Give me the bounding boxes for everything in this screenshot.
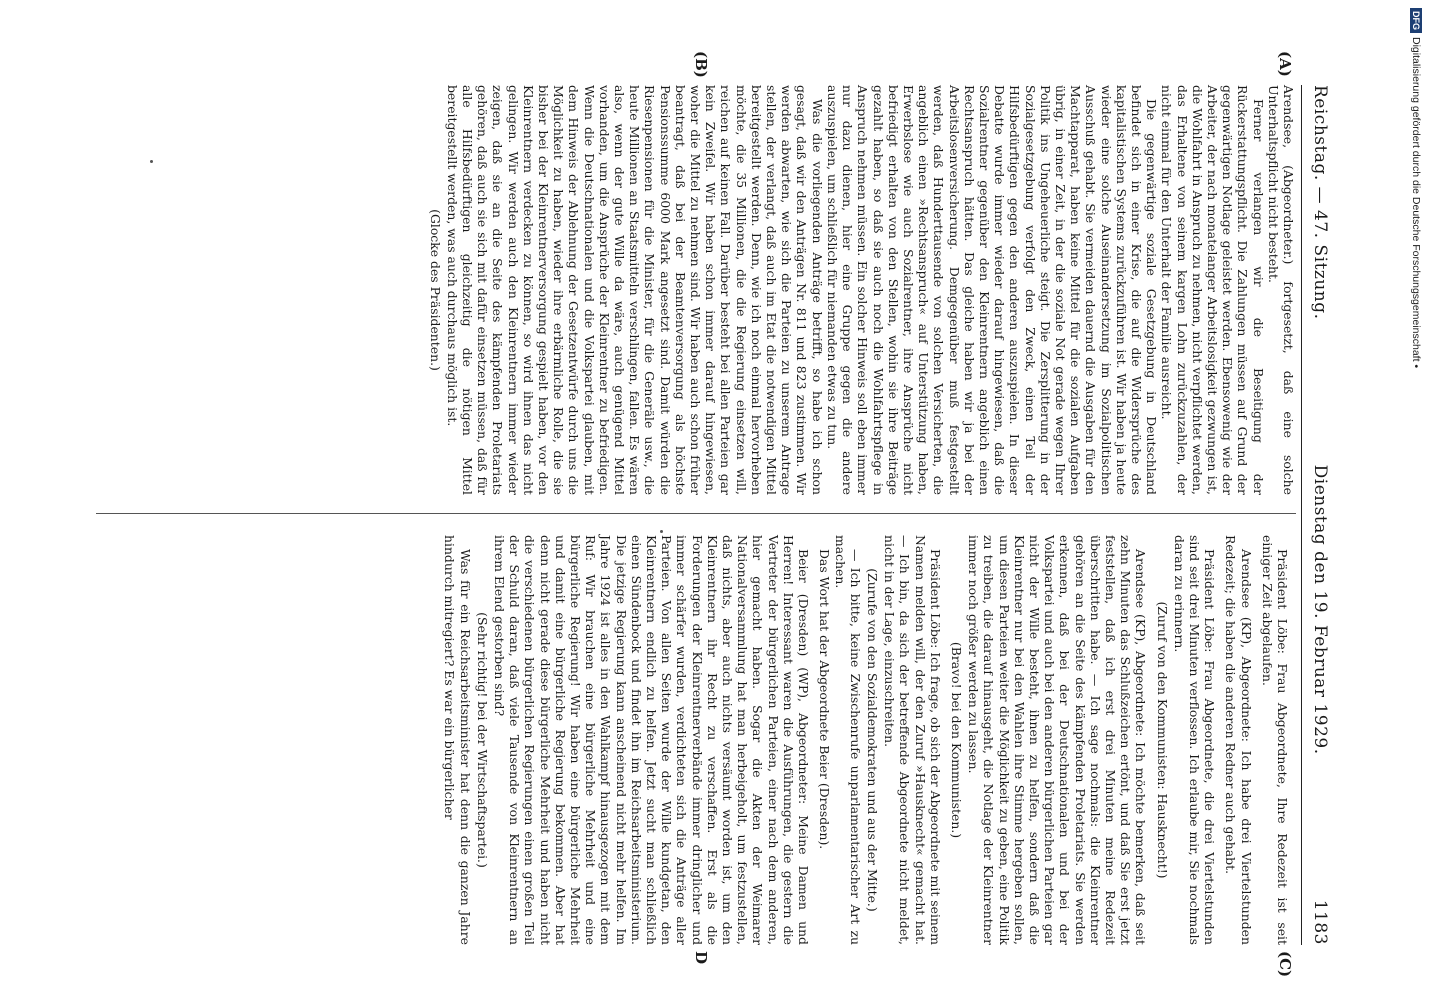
stage-direction: (Sehr richtig! bei der Wirtschaftspartei.) <box>474 612 490 868</box>
page-number: 1183 <box>1310 899 1330 945</box>
margin-mark-a: (A) <box>1276 51 1294 77</box>
stage-direction: (Zuruf von den Kommunisten: Hausknecht!) <box>1154 601 1170 879</box>
scan-speck <box>660 530 663 533</box>
paragraph: Präsident Löbe: Ich frage, ob sich der Abgeordnete mit seinem Namen melden will, der den Zuruf »Hausknecht« gemacht hat. — Ich bin, da sich der betreffende Abgeordnete nicht meldet, nicht in der Lage, einzuschreiten. <box>882 535 943 945</box>
scan-speck <box>150 160 153 163</box>
running-header <box>1301 85 1330 945</box>
paragraph: Die gegenwärtige soziale Gesetzgebung in Deutschland befindet sich in einer Krise, die auf die Widersprüche des kapitalistischen Systems zurückzuführen ist. Wir haben ja heute wieder eine solche Auseinandersetzung im Sozialpolitischen Ausschuß gehabt. Sie vermeiden dauernd die Ausgaben für den Machtapparat, haben keine Mittel für die sozialen Aufgaben übrig, in einer Zeit, in der die soziale Not gerade wegen Ihrer Politik ins Ungeheuerliche steigt. Die Zersplitterung in der Sozialgesetzgebung verfolgt den Zweck, einen Teil der Hilfsbedürftigen gegen den anderen auszuspielen. In dieser Debatte wurde immer wieder darauf hingewiesen, daß die Sozialrentner gegenüber den Kleinrentnern angeblich einen Rechtsanspruch hätten. Das gleiche haben wir ja bei der Arbeitslosenversicherung. Demgegenüber muß festgestellt werden, daß Hunderttausende von solchen Versicherten, die angeblich einen »Rechtsanspruch« auf Unterstützung haben, Erwerbslose wie auch Sozialrentner, ihre Ansprüche nicht befriedigt erhalten von den Stellen, wohin sie ihre Beiträge gezahlt haben, so daß sie auch noch die Wohlfahrtspflege in Anspruch nehmen müssen. Ein solcher Hinweis soll eben immer nur dazu dienen, hier eine Gruppe gegen die andere auszuspielen, um schließlich für niemanden etwas zu tun. <box>824 85 1160 495</box>
credit-text: Digitalisierung gefördert durch die Deutsche Forschungsgemeinschaft • <box>1410 37 1422 369</box>
paragraph: Arendsee (KP), Abgeordnete: Ich habe drei Viertelstunden Redezeit; die haben die anderen Redner auch gehabt. <box>1223 535 1254 945</box>
margin-mark-c: (C) <box>1276 951 1294 978</box>
paragraph: Ferner verlangen wir die Beseitigung der Rückerstattungspflicht. Die Zahlungen müssen auf Grund der gegenwärtigen Notlage geleistet werden. Ebensowenig wie der Arbeiter, der nach monatelanger Arbeitslosigkeit gezwungen ist, die Wohlfahrt in Anspruch zu nehmen, nicht verpflichtet werden, das Erhaltene von seinem kargen Lohn zurückzuzahlen, der nicht einmal für den Unterhalt der Familie ausreicht. <box>1159 85 1266 495</box>
paragraph: Was für ein Reichsarbeitsminister hat denn die ganzen Jahre hindurch mitregiert? Es war ein bürgerlicher <box>442 535 473 945</box>
paragraph: Präsident Löbe: Frau Abgeordnete, die drei Viertelstunden sind seit drei Minuten verflossen. Ich erlaube mir, Sie nochmals daran zu erinnern. <box>1171 535 1218 945</box>
column-divider <box>96 513 1296 514</box>
header-left: Reichstag. — 47. Sitzung. <box>1310 85 1330 320</box>
paragraph: Das Wort hat der Abgeordnete Beier (Dresden). <box>817 549 833 850</box>
paragraph: — Ich bitte, keine Zwischenrufe unparlamentarischer Art zu machen. <box>832 535 863 945</box>
header-date: Dienstag den 19. Februar 1929. <box>1310 464 1330 755</box>
paragraph: Präsident Löbe: Frau Abgeordnete, Ihre Redezeit ist seit einiger Zeit abgelaufen. <box>1259 535 1290 945</box>
paragraph: Arendsee (KP), Abgeordnete: Ich möchte bemerken, daß seit zehn Minuten das Schlußzeichen ertönt, und daß Sie erst jetzt feststellen, daß ich erst drei Minuten meine Redezeit überschritten habe. — Ich sage nochmals: die Kleinrentner gehören an die Seite des kämpfenden Proletariats. Sie werden erkennen, daß bei der Deutschnationalen und bei der Volkspartei und auch bei den anderen bürgerlichen Parteien gar nicht der Wille besteht, ihnen zu helfen, sondern daß die Kleinrentner nur bei den Wahlen ihre Stimme hergeben sollen, um diesen Parteien weiter die Möglichkeit zu geben, eine Politik zu treiben, die darauf hinausgeht, die Notlage der Kleinrentner immer noch größer werden zu lassen. <box>966 535 1149 945</box>
paragraph: Was die vorliegenden Anträge betrifft, so habe ich schon gesagt, daß wir den Anträgen Nr. 811 und 823 zustimmen. Wir werden abwarten, wie sich die Parteien zu unserem Antrage stellen, der verlangt, daß auch im Etat die notwendigen Mittel bereitgestellt werden. Denn, wie ich noch einmal hervorheben möchte, die 35 Millionen, die die Regierung einsetzen will, reichen auf keinen Fall. Darüber besteht bei allen Parteien gar kein Zweifel. Wir haben schon immer darauf hingewiesen, woher die Mittel zu nehmen sind. Wir haben auch schon früher beantragt, daß bei der Beamtenversorgung als höchste Pensionssumme 6000 Mark angesetzt sind. Damit würden die Riesenpensionen für die Minister, für die Generäle usw., die heute Millionen an Staatsmitteln verschlingen, fallen. Es wären also, wenn der gute Wille da wäre, auch genügend Mittel vorhanden, um die Ansprüche der Kleinrentner zu befriedigen. Wenn die Deutschnationalen und die Volkspartei glauben, mit dem Hinweis der Ablehnung der Gesetzentwürfe durch uns die Möglichkeit zu haben, wieder ihre erbärmliche Rolle, die sie bisher bei der Kleinrentnerversorgung gespielt haben, vor den Kleinrentnern verdecken zu können, so wird ihnen das nicht gelingen. Wir werden auch den Kleinrentnern immer wieder zeigen, daß sie an die Seite des kämpfenden Proletariats gehören, daß auch sie sich mit dafür einsetzen müssen, daß für alle Hilfsbedürftigen gleichzeitig die nötigen Mittel bereitgestellt werden, was auch durchaus möglich ist. <box>444 85 825 495</box>
paragraph: Arendsee, (Abgeordneter.) fortgesetzt, daß eine solche Unterhaltspflicht nicht besteht. <box>1265 85 1296 495</box>
right-column <box>442 535 1296 945</box>
left-column <box>425 85 1296 495</box>
margin-mark-b: (B) <box>692 51 710 78</box>
document-page <box>90 51 1330 978</box>
dfg-logo: DFG <box>1410 8 1422 33</box>
stage-direction: (Glocke des Präsidenten.) <box>427 209 443 371</box>
margin-mark-d: D <box>692 951 710 965</box>
stage-direction: (Zurufe von den Sozialdemokraten und aus der Mitte.) <box>864 568 880 912</box>
paragraph: Beier (Dresden) (WP), Abgeordneter: Meine Damen und Herren! Interessant waren die Ausführungen, die gestern die Vertreter der bürgerlichen Parteien, einer nach dem anderen, hier gemacht haben. Sogar die Akten der Weimarer Nationalversammlung hat man herbeigeholt, um festzustellen, daß nichts, aber auch nichts versäumt worden ist, um den Kleinrentnern ihr Recht zu verschaffen. Erst als die Forderungen der Kleinrentnerverbände immer dringlicher und immer schärfer wurden, verdichteten sich die Anträge aller Parteien. Von allen Seiten wurde der Wille kundgetan, den Kleinrentnern endlich zu helfen. Jetzt sucht man schließlich einen Sündenbock und findet ihn im Reichsarbeitsministerium. Die jetzige Regierung kann anscheinend nicht mehr helfen. Im Jahre 1924 ist alles in den Wahlkampf hinausgezogen mit dem Ruf: Wir brauchen eine bürgerliche Mehrheit und eine bürgerliche Regierung! Wir haben eine bürgerliche Mehrheit und damit eine bürgerliche Regierung bekommen. Aber hat denn nicht gerade diese bürgerliche Mehrheit und haben nicht die verschiedenen bürgerlichen Regierungen einen großen Teil der Schuld daran, daß viele Tausende von Kleinrentnern an ihrem Elend gestorben sind? <box>492 535 812 945</box>
digitization-credit <box>1405 8 1427 988</box>
stage-direction: (Bravo! bei den Kommunisten.) <box>948 641 964 839</box>
